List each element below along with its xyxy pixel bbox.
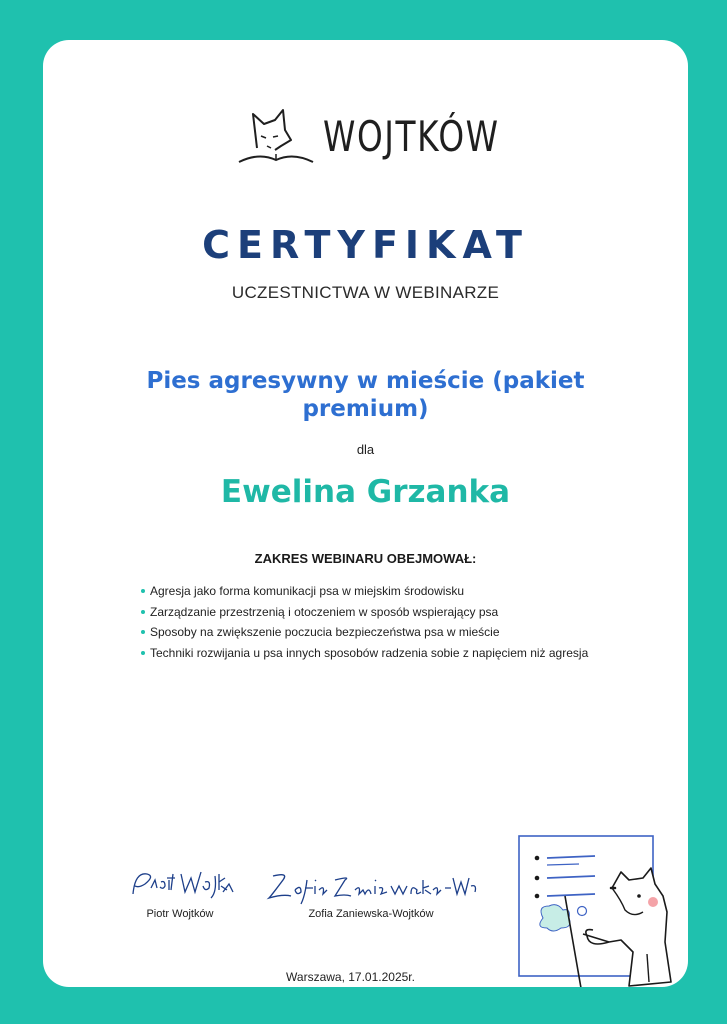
scope-item: Zarządzanie przestrzenią i otoczeniem w sposób wspierający psa	[141, 602, 588, 623]
signature-block-2	[261, 866, 481, 920]
for-label: dla	[356, 442, 375, 457]
certificate-subtitle: UCZESTNICTWA W WEBINARZE	[231, 283, 500, 302]
handwritten-signature-1	[125, 862, 235, 906]
handwritten-signature-2	[261, 866, 481, 906]
scope-item: Sposoby na zwiększenie poczucia bezpieczeństwa psa w mieście	[141, 622, 588, 643]
signature-name-2: Zofia Zaniewska-Wojtków	[308, 908, 434, 920]
signature-name-1: Piotr Wojtków	[146, 908, 214, 920]
dog-presenting-whiteboard-icon	[513, 832, 685, 987]
scope-list	[141, 581, 588, 663]
signature-block-1	[125, 862, 235, 920]
scope-item: Agresja jako forma komunikacji psa w miejskim środowisku	[141, 581, 588, 602]
certificate-title: CERTYFIKAT	[202, 223, 529, 267]
place-and-date: Warszawa, 17.01.2025r.	[286, 970, 415, 984]
scope-title: ZAKRES WEBINARU OBEJMOWAŁ:	[254, 551, 477, 566]
participant-name: Ewelina Grzanka	[220, 474, 511, 510]
certificate-card	[43, 40, 688, 987]
brand-logo	[231, 100, 501, 170]
webinar-title: Pies agresywny w mieście (pakiet premium)	[146, 368, 585, 422]
brand-name: WOJTKÓW	[323, 112, 500, 161]
scope-item: Techniki rozwijania u psa innych sposobów radzenia sobie z napięciem niż agresja	[141, 643, 588, 664]
wolf-reading-book-icon	[231, 100, 321, 170]
